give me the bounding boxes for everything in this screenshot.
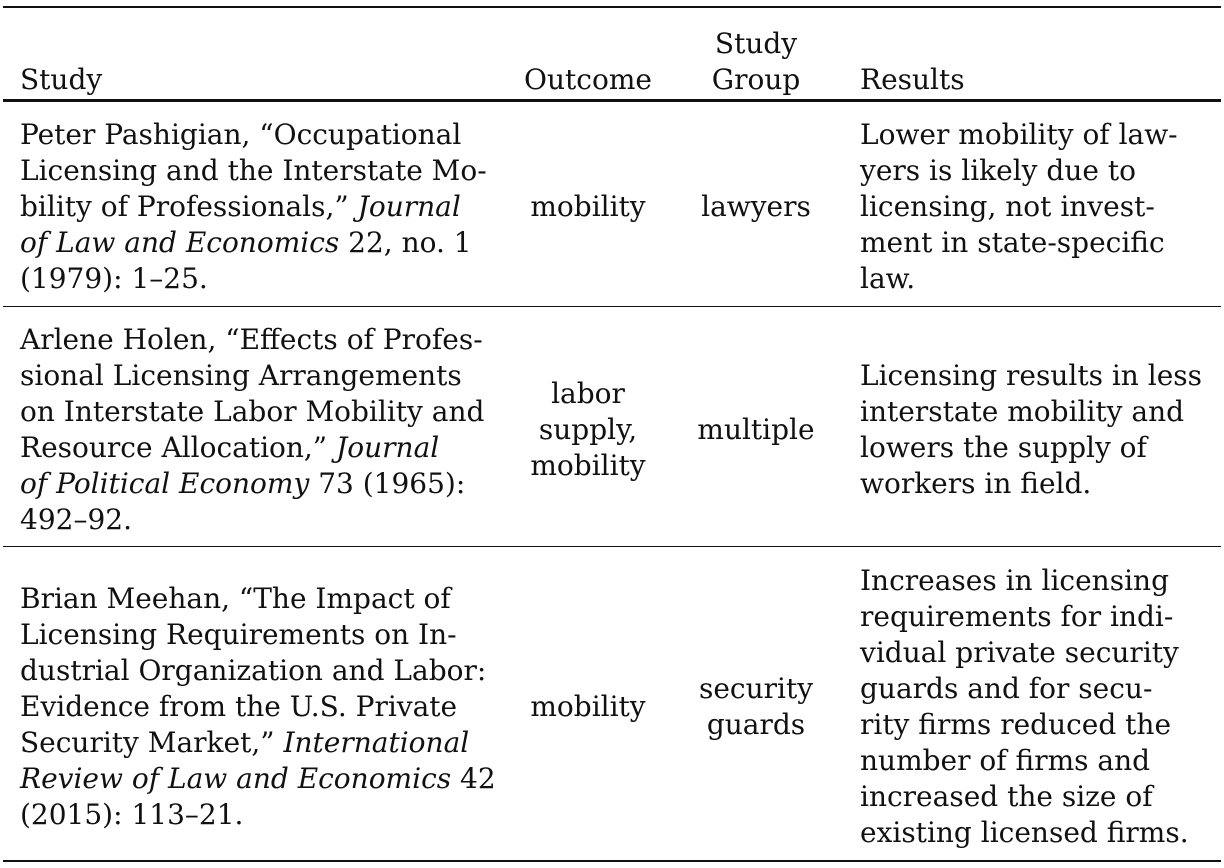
table-top-rule [3,6,1221,8]
citation-date-pages: (2015): 113–21. [20,798,244,831]
table-row-2-outcome [520,320,656,540]
table-row-1-results [860,114,1220,300]
header-study [20,12,500,98]
outcome-value: supply, [538,413,638,446]
table-row-1-outcome [520,114,656,300]
results-line: Increases in licensing [860,564,1169,597]
study-citation-line [20,466,465,502]
table-row-2-study-group [688,320,824,540]
table-row-2-results [860,320,1220,540]
table-row-divider [3,546,1221,547]
journal-title: Journal [336,431,440,464]
study-citation-line [20,430,439,466]
study-citation-line: Evidence from the U.S. Private [20,690,458,723]
results-line: licensing, not invest- [860,190,1155,223]
results-line: lowers the supply of [860,431,1147,464]
citation-pages: 492–92. [20,503,132,536]
table-row-3-study [20,560,500,854]
table-row-1-study [20,114,500,300]
journal-title: International [283,726,470,759]
header-outcome [520,12,656,98]
study-citation-text: Resource Allocation,” [20,431,328,464]
results-line: increased the size of [860,780,1153,813]
results-line: vidual private security [860,636,1179,669]
results-line: Licensing results in less [860,359,1203,392]
study-citation-line [20,761,496,797]
journal-title: Review of Law and Economics [20,762,452,795]
citation-date-pages: (1979): 1–25. [20,262,208,295]
results-line: guards and for secu- [860,672,1153,705]
journal-title: of Law and Economics [20,226,340,259]
table-row-divider [3,306,1221,307]
header-results-label: Results [860,63,965,96]
study-group-value: lawyers [701,190,811,223]
study-citation-line: on Interstate Labor Mobility and [20,395,485,428]
study-citation-line: Peter Pashigian, “Occupational [20,118,462,151]
study-citation-line: Arlene Holen, “Effects of Profes- [20,323,483,356]
results-line: number of firms and [860,744,1151,777]
outcome-value: mobility [530,690,646,723]
table-row-2-study [20,320,500,540]
study-citation-line: dustrial Organization and Labor: [20,654,487,687]
study-citation-line: Brian Meehan, “The Impact of [20,582,451,615]
study-citation-line: Licensing Requirements on In- [20,618,457,651]
header-study-group-line-1: Study [714,27,798,60]
citation-volume: 22, no. 1 [348,226,472,259]
journal-title: Journal [357,190,461,223]
results-line: Lower mobility of law- [860,118,1178,151]
table-row-3-results [860,560,1220,854]
table-header-rule [3,99,1221,102]
header-study-label: Study [20,63,103,96]
table-row-3-outcome [520,560,656,854]
header-study-group [688,12,824,98]
study-citation-text: Security Market,” [20,726,275,759]
results-line: requirements for indi- [860,600,1174,633]
results-line: workers in field. [860,467,1092,500]
results-line: rity firms reduced the [860,708,1172,741]
study-citation-line [20,225,472,261]
results-line: interstate mobility and [860,395,1185,428]
study-group-value: multiple [697,413,815,446]
study-citation-line [20,189,461,225]
study-citation-line: sional Licensing Arrangements [20,359,462,392]
citation-volume: 42 [460,762,496,795]
header-results [860,12,1220,98]
citation-volume: 73 (1965): [318,467,466,500]
results-line: law. [860,262,916,295]
results-line: existing licensed firms. [860,816,1189,849]
study-citation-line: Licensing and the Interstate Mo- [20,154,487,187]
outcome-value: mobility [530,190,646,223]
table-bottom-rule [3,860,1221,862]
outcome-value: labor [551,377,625,410]
header-outcome-label: Outcome [524,63,652,96]
study-group-value: guards [706,708,806,741]
results-line: yers is likely due to [860,154,1136,187]
study-citation-line [20,725,469,761]
results-line: ment in state-specific [860,226,1165,259]
study-group-value: security [698,672,814,705]
header-study-group-line-2: Group [711,63,801,96]
study-citation-text: bility of Professionals,” [20,190,349,223]
journal-title: of Political Economy [20,467,310,500]
outcome-value: mobility [530,449,646,482]
table-row-1-study-group [688,114,824,300]
table-row-3-study-group [688,560,824,854]
